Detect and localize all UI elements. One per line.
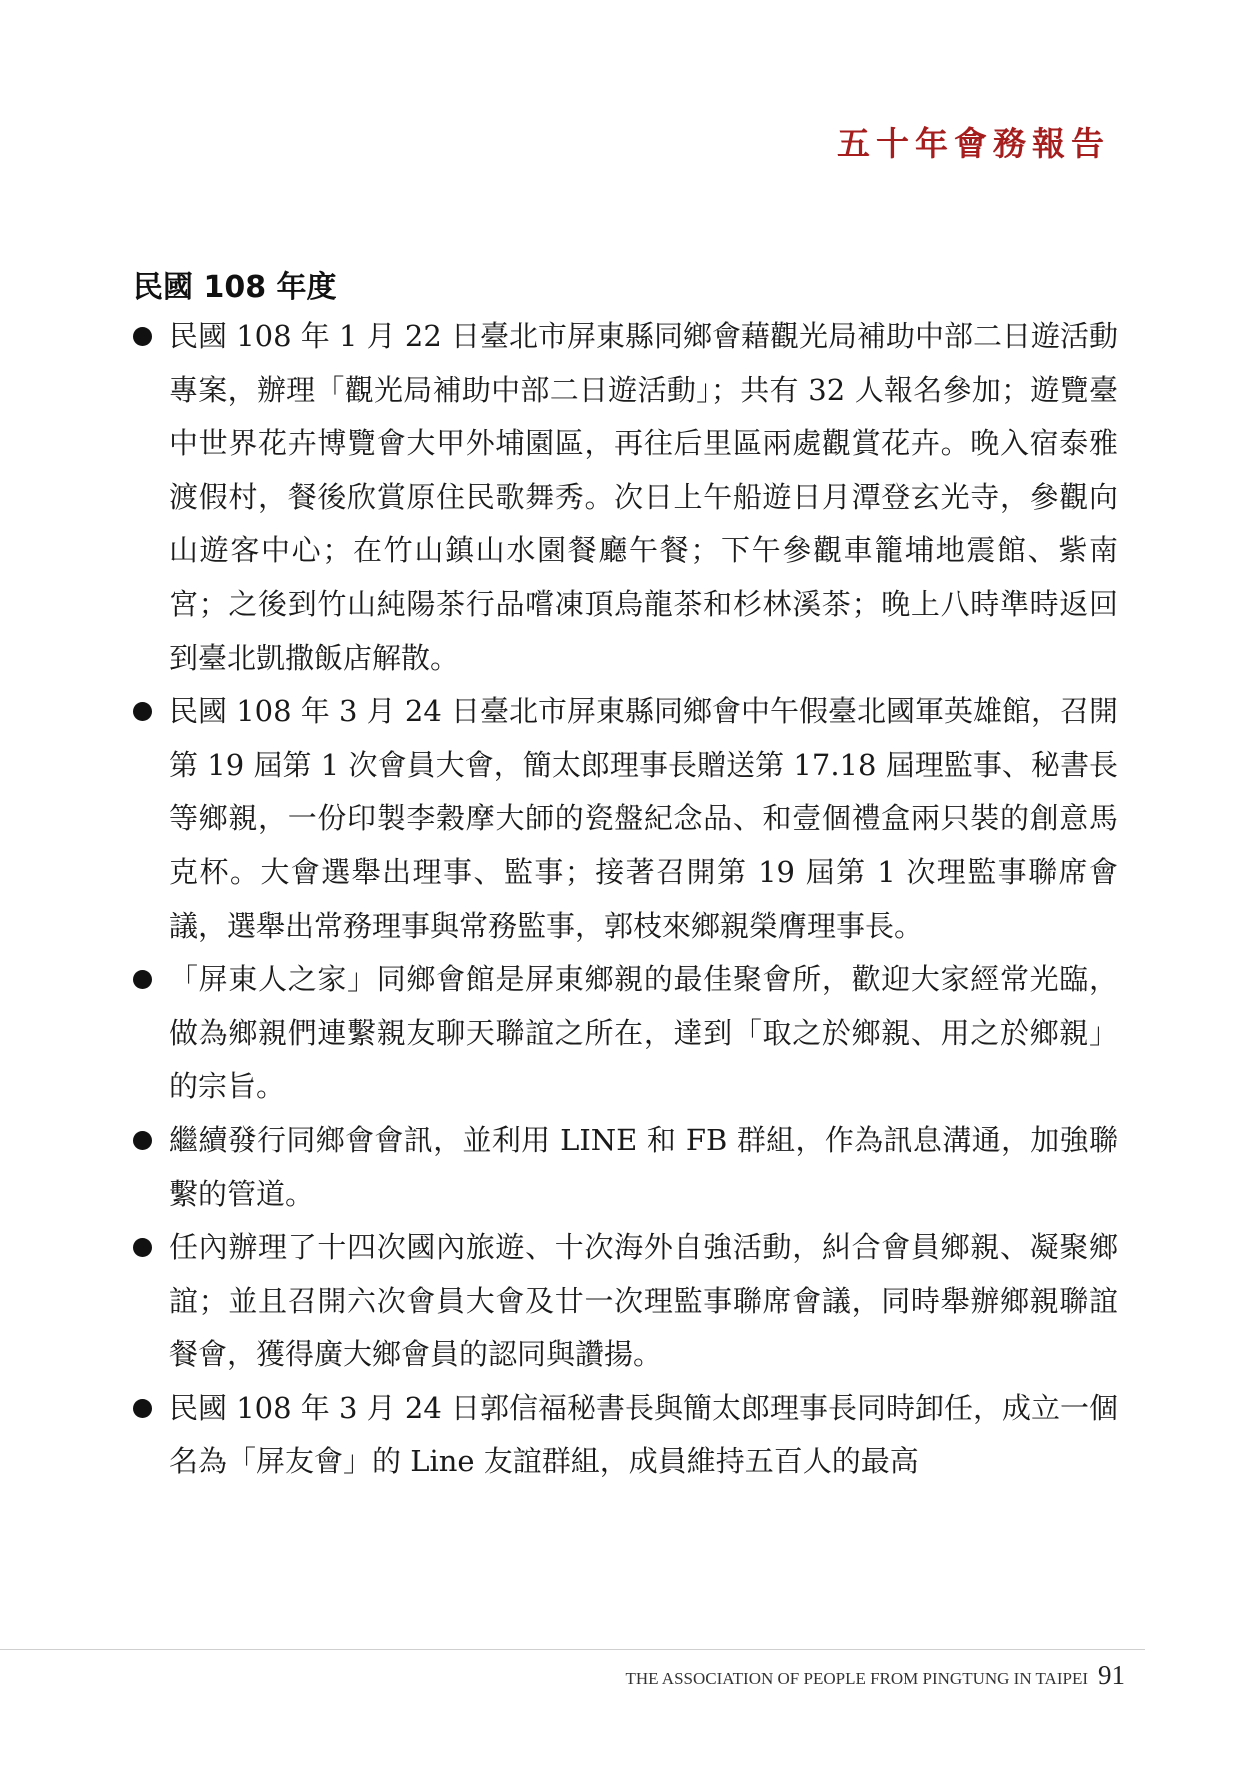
- bullet-list: [133, 310, 1118, 1489]
- bullet-icon: [133, 1131, 152, 1150]
- bullet-icon: [133, 702, 152, 721]
- running-header-title: 五十年會務報告: [837, 124, 1110, 163]
- bullet-icon: [133, 327, 152, 346]
- bullet-icon: [133, 1238, 152, 1257]
- list-item-text: 民國 108 年 1 月 22 日臺北市屏東縣同鄉會藉觀光局補助中部二日遊活動專案，辦理「觀光局補助中部二日遊活動」；共有 32 人報名參加；遊覽臺中世界花卉博覽會大甲外埔園區，再往后里區兩處觀賞花卉。晚入宿泰雅渡假村，餐後欣賞原住民歌舞秀。次日上午船遊日月潭登玄光寺，參觀向山遊客中心；在竹山鎮山水園餐廳午餐；下午參觀車籠埔地震館、紫南宮；之後到竹山純陽茶行品嚐凍頂烏龍茶和杉林溪茶；晚上八時準時返回到臺北凱撒飯店解散。: [169, 319, 1119, 675]
- list-item: [133, 310, 1118, 685]
- list-item: [133, 1382, 1118, 1489]
- page-number: 91: [1098, 1660, 1125, 1690]
- list-item-text: 「屏東人之家」同鄉會館是屏東鄉親的最佳聚會所，歡迎大家經常光臨，做為鄉親們連繫親友聊天聯誼之所在，達到「取之於鄉親、用之於鄉親」的宗旨。: [169, 962, 1118, 1104]
- section-title: 民國 108 年度: [133, 270, 337, 305]
- list-item-text: 民國 108 年 3 月 24 日郭信福秘書長與簡太郎理事長同時卸任，成立一個名為「屏友會」的 Line 友誼群組，成員維持五百人的最高: [169, 1390, 1119, 1479]
- bullet-icon: [133, 970, 152, 989]
- list-item-text: 繼續發行同鄉會會訊，並利用 LINE 和 FB 群組，作為訊息溝通，加強聯繫的管道。: [169, 1122, 1118, 1211]
- list-item: [133, 953, 1118, 1114]
- list-item-text: 民國 108 年 3 月 24 日臺北市屏東縣同鄉會中午假臺北國軍英雄館，召開第 19 屆第 1 次會員大會，簡太郎理事長贈送第 17.18 屆理監事、秘書長等鄉親，一份印製李穀摩大師的瓷盤紀念品、和壹個禮盒兩只裝的創意馬克杯。大會選舉出理事、監事；接著召開第 19 屆第 1 次理監事聯席會議，選舉出常務理事與常務監事，郭枝來鄉親榮膺理事長。: [169, 694, 1119, 943]
- list-item: [133, 685, 1118, 953]
- list-item-text: 任內辦理了十四次國內旅遊、十次海外自強活動，糾合會員鄉親、凝聚鄉誼；並且召開六次會員大會及廿一次理監事聯席會議，同時舉辦鄉親聯誼餐會，獲得廣大鄉會員的認同與讚揚。: [169, 1230, 1118, 1372]
- list-item: [133, 1221, 1118, 1382]
- bullet-icon: [133, 1399, 152, 1418]
- footer-organization-name: THE ASSOCIATION OF PEOPLE FROM PINGTUNG IN TAIPEI: [625, 1669, 1088, 1688]
- footer-divider: [0, 1649, 1145, 1650]
- list-item: [133, 1114, 1118, 1221]
